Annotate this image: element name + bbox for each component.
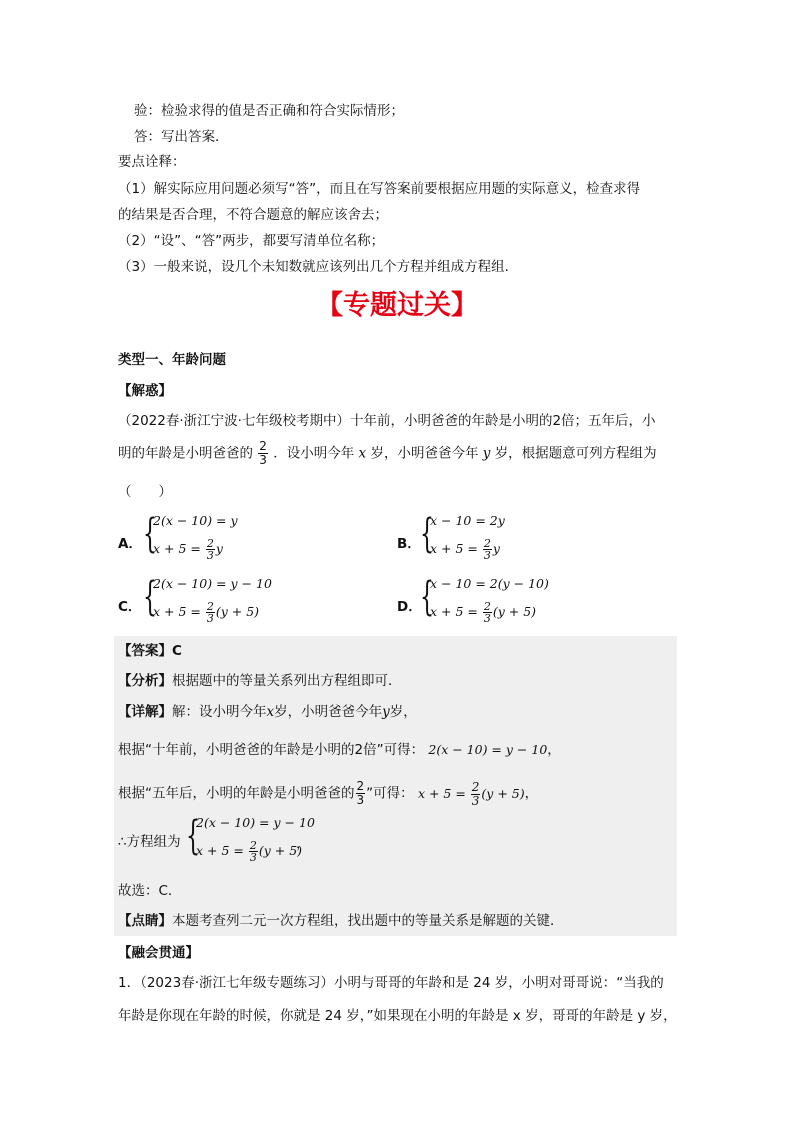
answer-line xyxy=(118,641,182,661)
question-text-a: 明的年龄是小明爸爸的 xyxy=(118,445,253,462)
type1-heading: 类型一、年龄问题 xyxy=(118,352,226,368)
fraction-two-thirds xyxy=(258,440,268,467)
option-b-eq2 xyxy=(430,538,500,561)
detail-text: ”可得： xyxy=(366,785,414,802)
fraction xyxy=(471,781,481,808)
question-paren: （ ） xyxy=(118,484,172,500)
variable-x: x xyxy=(358,445,367,462)
variable-x: x xyxy=(266,704,275,720)
point-1a: （1）解实际应用问题必须写“答”，而且在写答案前要根据应用题的实际意义，检查求得 xyxy=(118,181,641,197)
eq-text: x + 5 = xyxy=(430,604,482,619)
detail-text: 岁，小明爸爸今年 xyxy=(274,704,383,720)
fraction-numerator: 2 xyxy=(356,779,365,793)
fraction-denominator: 3 xyxy=(483,549,491,562)
choose-line: 故选：C． xyxy=(118,883,182,899)
fraction xyxy=(356,780,366,807)
eq-text: x + 5 = xyxy=(153,541,205,556)
option-d-label[interactable]: D． xyxy=(397,599,422,615)
option-c-system xyxy=(143,573,343,633)
final-eq2 xyxy=(196,840,302,863)
eq-text: x + 5 = xyxy=(196,843,248,858)
fraction-denominator: 3 xyxy=(356,793,365,807)
analysis-line xyxy=(118,671,402,691)
detail-line-4-label: ∴方程组为 xyxy=(118,834,181,850)
option-d-eq1: x − 10 = 2(y − 10) xyxy=(430,576,549,591)
detail-equation: 2(x − 10) = y − 10 xyxy=(428,742,548,757)
final-eq1: 2(x − 10) = y − 10 xyxy=(196,815,315,830)
variable-y: y xyxy=(482,445,491,462)
brace-icon: { xyxy=(420,574,434,620)
analysis-tag: 【分析】 xyxy=(118,673,172,689)
final-system xyxy=(186,812,386,872)
option-b-eq1: x − 10 = 2y xyxy=(430,513,505,528)
fraction xyxy=(206,601,215,624)
question-line-1: （2022春·浙江宁波·七年级校考期中）十年前，小明爸爸的年龄是小明的2倍；五年后，小 xyxy=(118,413,656,429)
fraction-numerator: 2 xyxy=(483,537,491,550)
dianjing-text: 本题考查列二元一次方程组，找出题中的等量关系是解题的关键． xyxy=(172,913,564,929)
eq-text: y xyxy=(492,541,500,556)
fraction-numerator: 2 xyxy=(483,600,491,613)
option-c-eq1: 2(x − 10) = y − 10 xyxy=(153,576,272,591)
punctuation: ， xyxy=(547,742,561,758)
intro-answer: 答：写出答案． xyxy=(134,129,229,145)
option-d-system xyxy=(420,573,620,633)
detail-tag: 【详解】 xyxy=(118,704,172,720)
eq-text: (y + 5) xyxy=(215,604,260,619)
point-1b: 的结果是否合理，不符合题意的解应该舍去； xyxy=(118,207,388,223)
dianjing-tag: 【点睛】 xyxy=(118,913,172,929)
brace-icon: { xyxy=(143,574,157,620)
question-text-d: 岁，根据题意可列方程组为 xyxy=(494,445,657,462)
variable-y: y xyxy=(382,704,390,720)
fraction xyxy=(483,601,492,624)
brace-icon: { xyxy=(420,511,434,557)
fraction xyxy=(249,840,258,863)
option-d-eq2 xyxy=(430,601,536,624)
eq-text: (y + 5) xyxy=(481,785,525,801)
option-b-label[interactable]: B． xyxy=(397,536,421,552)
question-line-2 xyxy=(118,440,657,467)
detail-text: 解：设小明今年 xyxy=(172,704,267,720)
answer-tag: 【答案】 xyxy=(118,643,172,659)
section-title: 【专题过关】 xyxy=(316,290,478,321)
option-b-system xyxy=(420,510,600,570)
practice-line-1: 1．（2023春·浙江七年级专题练习）小明与哥哥的年龄和是 24 岁，小明对哥哥说：“当我的 xyxy=(118,975,664,991)
option-c-eq2 xyxy=(153,601,259,624)
fraction-numerator: 2 xyxy=(206,537,214,550)
eq-text: x + 5 = xyxy=(153,604,205,619)
fraction-denominator: 3 xyxy=(206,612,214,625)
question-text-b: ．设小明今年 xyxy=(273,445,355,462)
point-2: （2）“设”、“答”两步，都要写清单位名称； xyxy=(118,233,385,249)
question-text-c: 岁，小明爸爸今年 xyxy=(370,445,479,462)
option-a-label[interactable]: A． xyxy=(118,536,142,552)
option-a-system xyxy=(143,510,323,570)
punctuation: ， xyxy=(296,836,310,852)
fraction-denominator: 3 xyxy=(483,612,491,625)
dianjing-line xyxy=(118,911,564,931)
fraction-denominator: 3 xyxy=(471,793,480,808)
detail-text: 岁， xyxy=(389,704,417,720)
detail-line-1 xyxy=(118,702,417,722)
detail-line-2 xyxy=(118,740,561,760)
detail-text: 根据“五年后，小明的年龄是小明爸爸的 xyxy=(118,785,355,802)
brace-icon: { xyxy=(143,511,157,557)
rongjiao-tag: 【融会贯通】 xyxy=(118,945,199,961)
fraction-numerator: 2 xyxy=(259,439,267,453)
eq-text: x + 5 = xyxy=(430,541,482,556)
option-a-eq1: 2(x − 10) = y xyxy=(153,513,238,528)
answer-value: C xyxy=(172,643,182,659)
fraction-numerator: 2 xyxy=(206,600,214,613)
intro-verify: 验：检验求得的值是否正确和符合实际情形； xyxy=(134,103,404,119)
jiehuo-tag: 【解惑】 xyxy=(118,383,172,399)
practice-line-2: 年龄是你现在年龄的时候，你就是 24 岁，”如果现在小明的年龄是 x 岁，哥哥的年龄是 y 岁， xyxy=(118,1008,677,1024)
punctuation: ， xyxy=(524,785,539,802)
fraction xyxy=(483,538,492,561)
detail-line-3 xyxy=(118,780,538,808)
option-a-eq2 xyxy=(153,538,223,561)
point-3: （3）一般来说，设几个未知数就应该列出几个方程并组成方程组. xyxy=(118,259,509,275)
detail-text: 根据“十年前，小明爸爸的年龄是小明的2倍”可得： xyxy=(118,742,425,758)
detail-equation xyxy=(417,779,525,808)
fraction-denominator: 3 xyxy=(206,549,214,562)
eq-text: (y + 5) xyxy=(258,843,303,858)
eq-text: y xyxy=(215,541,223,556)
eq-text: (y + 5) xyxy=(492,604,537,619)
fraction-numerator: 2 xyxy=(249,839,257,852)
key-points-heading: 要点诠释： xyxy=(118,154,186,170)
fraction-denominator: 3 xyxy=(249,851,257,864)
option-c-label[interactable]: C． xyxy=(118,599,142,615)
fraction-numerator: 2 xyxy=(471,779,480,794)
fraction xyxy=(206,538,215,561)
brace-icon: { xyxy=(186,813,200,859)
analysis-text: 根据题中的等量关系列出方程组即可． xyxy=(172,673,402,689)
fraction-denominator: 3 xyxy=(259,453,267,467)
eq-text: x + 5 = xyxy=(417,785,470,801)
